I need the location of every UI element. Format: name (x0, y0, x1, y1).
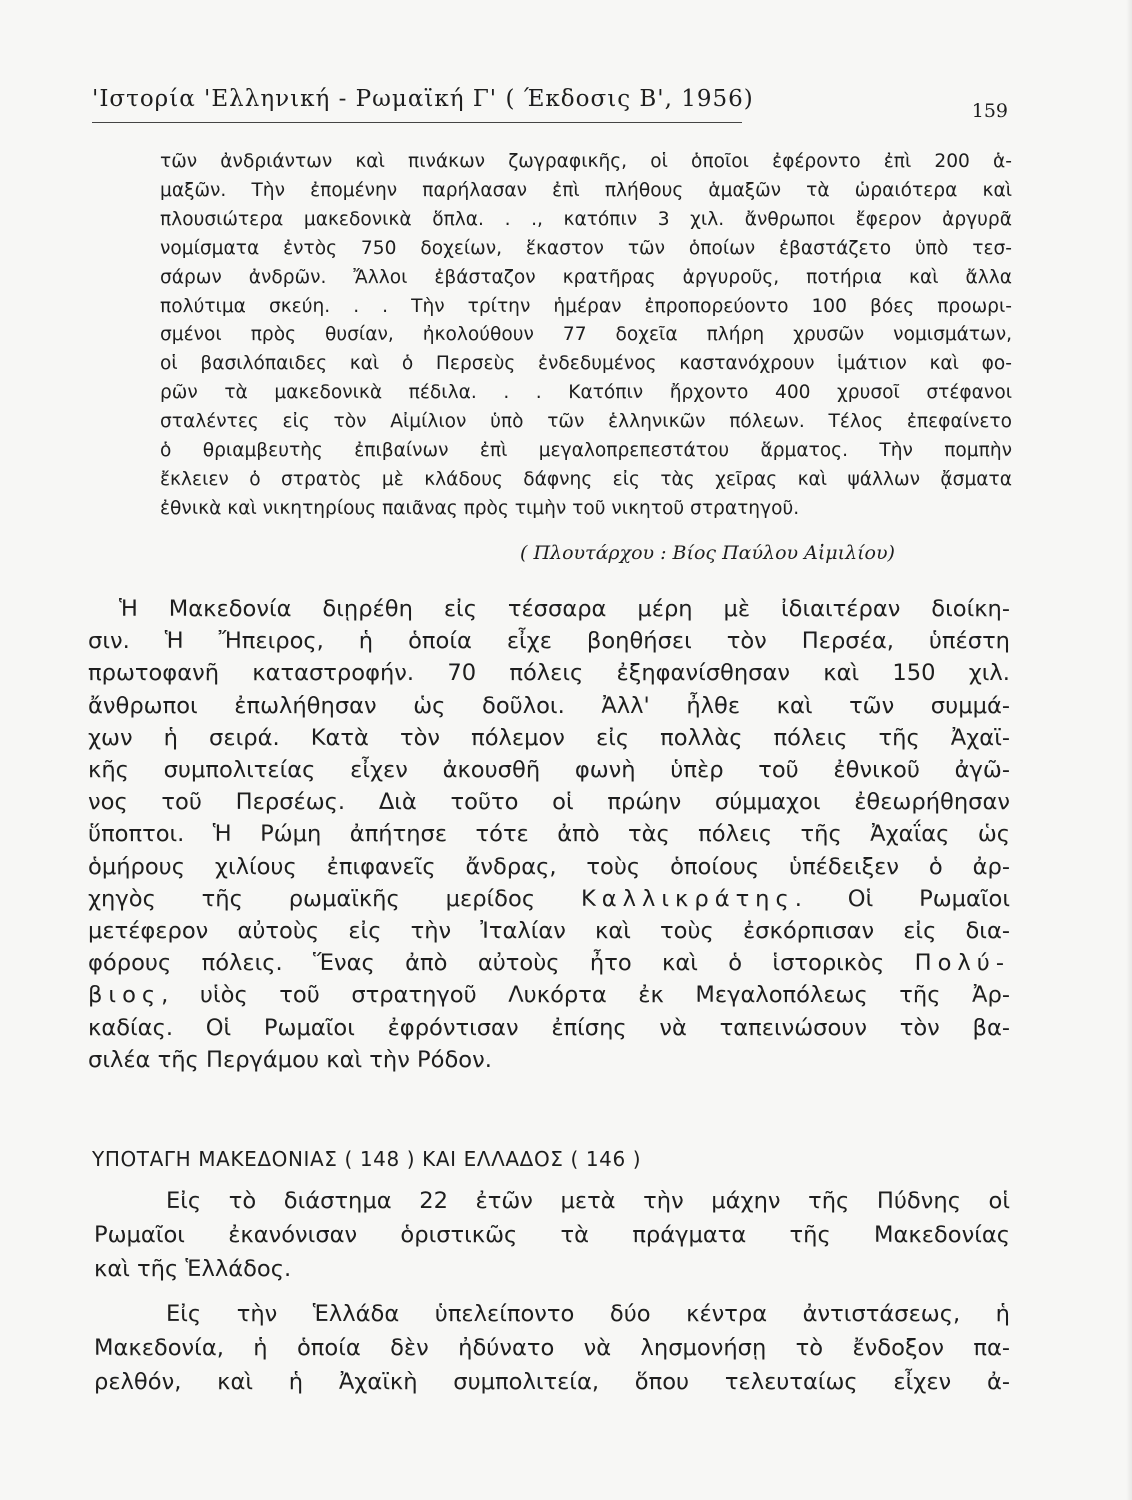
quote-line: σταλέντες εἰς τὸν Αἰμίλιον ὑπὸ τῶν ἑλληνικῶν πόλεων. Τέλος ἐπεφαίνετο (160, 411, 1012, 433)
running-title: 'Ιστορία 'Ελληνική - Ρωμαϊκή Γ' ( Έκδοσις Β', 1956) (92, 86, 754, 112)
quote-line: οἱ βασιλόπαιδες καὶ ὁ Περσεὺς ἐνδεδυμένος καστανόχρουν ἱμάτιον καὶ φο- (160, 353, 1012, 375)
body-line (88, 883, 1010, 915)
quote-line: τῶν ἀνδριάντων καὶ πινάκων ζωγραφικῆς, οἱ ὁποῖοι ἐφέροντο ἐπὶ 200 ἁ- (160, 151, 1012, 172)
quote-line: ρῶν τὰ μακεδονικὰ πέδιλα. . . Κατόπιν ἤρχοντο 400 χρυσοῖ στέφανοι (160, 382, 1012, 404)
body-line: ὕποπτοι. Ἡ Ρώμη ἀπήτησε τότε ἀπὸ τὰς πόλεις τῆς Ἀχαΐας ὡς (88, 821, 1010, 848)
quote-line: μαξῶν. Τὴν ἐπομένην παρήλασαν ἐπὶ πλήθους ἁμαξῶν τὰ ὡραιότερα καὶ (160, 179, 1012, 201)
body-line: σιλέα τῆς Περγάμου καὶ τὴν Ρόδον. (88, 1046, 492, 1073)
body-line (88, 947, 1010, 979)
spaced-name-polybios-end: βιος (88, 982, 162, 1009)
section-line: Εἰς τὴν Ἑλλάδα ὑπελείποντο δύο κέντρα ἀντιστάσεως, ἡ (166, 1301, 1010, 1328)
body-line-text: χηγὸς τῆς ρωμαϊκῆς μερίδος (88, 885, 536, 912)
body-line (88, 979, 1010, 1011)
body-line-text: , υἱὸς τοῦ στρατηγοῦ Λυκόρτα ἐκ Μεγαλοπόλεως τῆς Ἀρ- (161, 982, 1010, 1009)
body-line: σιν. Ἡ Ἤπειρος, ἡ ὁποία εἶχε βοηθήσει τὸν Περσέα, ὑπέστη (88, 628, 1010, 655)
quote-line: ἐθνικὰ καὶ νικητηρίους παιᾶνας πρὸς τιμὴν τοῦ νικητοῦ στρατηγοῦ. (160, 497, 800, 519)
section-line: Εἰς τὸ διάστημα 22 ἐτῶν μετὰ τὴν μάχην τῆς Πύδνης οἱ (166, 1188, 1010, 1214)
body-line: κῆς συμπολιτείας εἶχεν ἀκουσθῆ φωνὴ ὑπὲρ τοῦ ἐθνικοῦ ἀγῶ- (88, 757, 1010, 784)
quote-line: ἔκλειεν ὁ στρατὸς μὲ κλάδους δάφνης εἰς τὰς χεῖρας καὶ ψάλλων ᾄσματα (160, 468, 1012, 490)
header-rule (92, 122, 742, 123)
spaced-name-polybios: Πολύ- (914, 950, 1011, 977)
running-header (92, 86, 1022, 126)
section-line: Μακεδονία, ἡ ὁποία δὲν ἠδύνατο νὰ λησμονήσῃ τὸ ἔνδοξον πα- (94, 1335, 1010, 1362)
section-line: καὶ τῆς Ἑλλάδος. (94, 1255, 292, 1282)
quote-line: πλουσιώτερα μακεδονικὰ ὅπλα. . ., κατόπιν 3 χιλ. ἄνθρωποι ἔφερον ἀργυρᾶ (160, 208, 1012, 230)
body-line: νος τοῦ Περσέως. Διὰ τοῦτο οἱ πρώην σύμμαχοι ἐθεωρήθησαν (88, 789, 1010, 816)
body-line-text: φόρους πόλεις. Ἕνας ἀπὸ αὐτοὺς ἦτο καὶ ὁ ἱστορικὸς (88, 950, 885, 977)
page-number: 159 (971, 100, 1008, 122)
section-line: Ρωμαῖοι ἐκανόνισαν ὁριστικῶς τὰ πράγματα τῆς Μακεδονίας (94, 1221, 1010, 1248)
quote-line: νομίσματα ἐντὸς 750 δοχείων, ἕκαστον τῶν ὁποίων ἐβαστάζετο ὑπὸ τεσ- (160, 237, 1012, 259)
body-line: χων ἡ σειρά. Κατὰ τὸν πόλεμον εἰς πολλὰς πόλεις τῆς Ἀχαϊ- (88, 724, 1010, 751)
page-edge-shadow (1126, 0, 1132, 1500)
section-line: ρελθόν, καὶ ἡ Ἀχαϊκὴ συμπολιτεία, ὅπου τελευταίως εἶχεν ἀ- (94, 1368, 1010, 1395)
quote-citation: ( Πλουτάρχου : Βίος Παύλου Αἰμιλίου) (520, 542, 895, 564)
body-line-text: . Οἱ Ρωμαῖοι (794, 885, 1011, 912)
body-line: μετέφερον αὐτοὺς εἰς τὴν Ἰταλίαν καὶ τοὺς ἐσκόρπισαν εἰς δια- (88, 918, 1010, 945)
quote-line: πολύτιμα σκεύη. . . Τὴν τρίτην ἡμέραν ἐπροπορεύοντο 100 βόες προωρι- (160, 295, 1012, 317)
body-paragraph (88, 593, 1010, 1076)
quoted-passage (160, 148, 1012, 524)
body-line: Ἡ Μακεδονία διῃρέθη εἰς τέσσαρα μέρη μὲ ἰδιαιτέραν διοίκη- (119, 596, 1010, 622)
body-line: καδίας. Οἱ Ρωμαῖοι ἐφρόντισαν ἐπίσης νὰ ταπεινώσουν τὸν βα- (88, 1014, 1010, 1041)
body-line: ὁμήρους χιλίους ἐπιφανεῖς ἄνδρας, τοὺς ὁποίους ὑπέδειξεν ὁ ἀρ- (88, 853, 1010, 880)
paragraph-gap (94, 1286, 1010, 1298)
body-line: πρωτοφανῆ καταστροφήν. 70 πόλεις ἐξηφανίσθησαν καὶ 150 χιλ. (88, 660, 1010, 687)
quote-line: σμένοι πρὸς θυσίαν, ἠκολούθουν 77 δοχεῖα πλήρη χρυσῶν νομισμάτων, (160, 324, 1012, 346)
section-paragraphs (94, 1185, 1010, 1400)
quote-line: ὁ θριαμβευτὴς ἐπιβαίνων ἐπὶ μεγαλοπρεπεστάτου ἅρματος. Τὴν πομπὴν (160, 440, 1012, 462)
spaced-name-kallikratis: Καλλικράτης (580, 885, 795, 912)
section-heading: ΥΠΟΤΑΓΗ ΜΑΚΕΔΟΝΙΑΣ ( 148 ) ΚΑΙ ΕΛΛΑΔΟΣ ( 146 ) (92, 1147, 642, 1171)
quote-line: σάρων ἀνδρῶν. Ἄλλοι ἐβάσταζον κρατῆρας ἀργυροῦς, ποτήρια καὶ ἄλλα (160, 266, 1012, 288)
body-line: ἄνθρωποι ἐπωλήθησαν ὡς δοῦλοι. Ἀλλ' ἦλθε καὶ τῶν συμμά- (88, 692, 1010, 719)
